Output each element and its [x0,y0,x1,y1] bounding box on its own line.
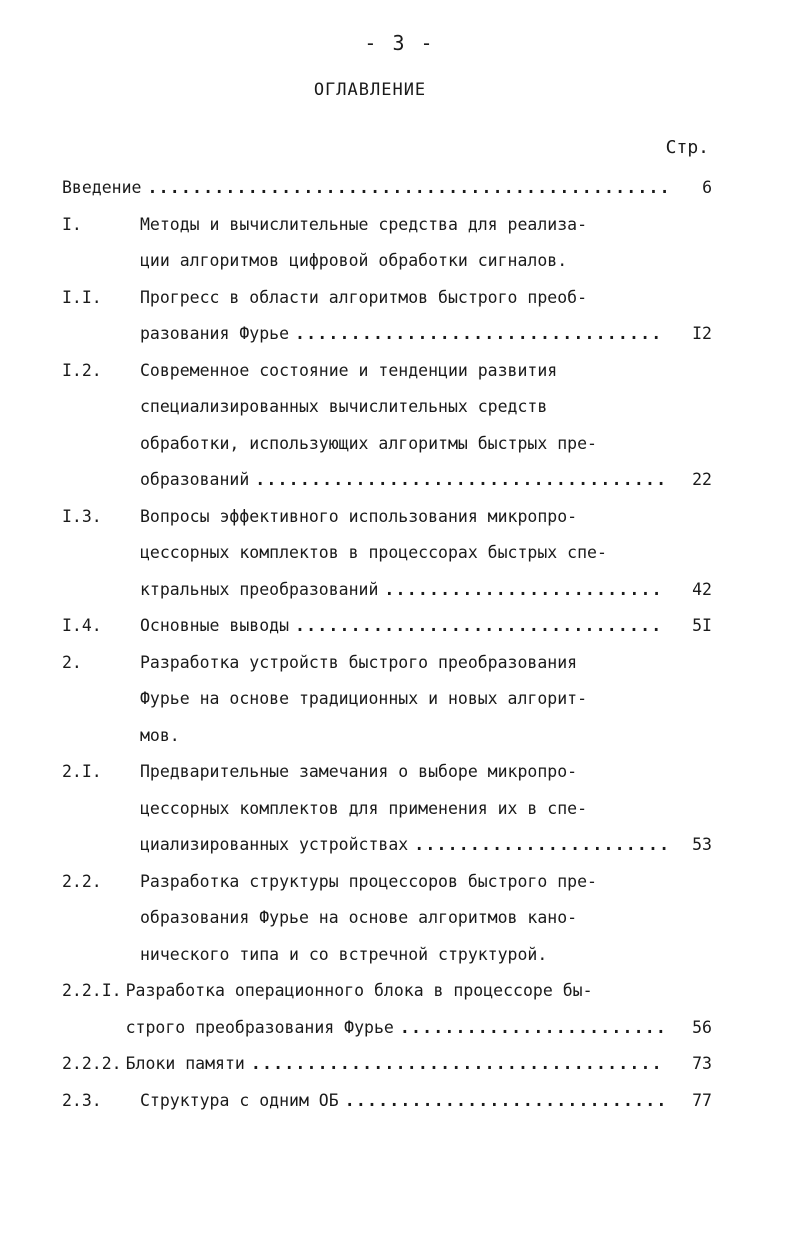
toc-entry-line [140,243,712,280]
toc-entry [62,499,712,609]
toc-entry-number: I.2. [62,360,102,380]
toc-entry-number: 2. [62,652,82,672]
toc-entry-line [126,973,712,1010]
toc-entry-page: I2 [692,324,712,343]
dot-leader [345,1083,666,1120]
toc-entry-text: специализированных вычислительных средств [140,397,548,416]
page-number: - 3 - [364,31,435,55]
toc-entry-body [140,499,712,609]
toc-entry-text: циализированных устройствах [140,835,409,854]
toc-entry-page: 53 [692,835,712,854]
toc-entry-body [140,353,712,499]
toc-entry-line [140,280,712,317]
toc-entry-text: Методы и вычислительные средства для реализа- [140,214,588,234]
toc-entry-line [140,535,712,572]
toc-entry-text: Введение [62,178,142,197]
toc-entry [62,608,712,645]
toc-entry-body [140,754,712,864]
dot-leader [255,462,666,499]
toc-entry-line [140,900,712,937]
dot-leader [400,1010,666,1047]
toc-entry-text: Разработка устройств быстрого преобразования [140,652,578,672]
toc-entry-number: 2.2.I. [62,981,122,1000]
toc-entry [62,280,712,353]
toc-entry-line [140,718,712,755]
dot-leader [295,316,666,353]
toc-entry [62,754,712,864]
toc-entry [62,973,712,1046]
toc-entry-line [140,754,712,791]
toc-entry [62,864,712,974]
toc-title: ОГЛАВЛЕНИЕ [313,80,427,100]
toc-entry-page: 5I [692,616,712,635]
toc-entry-number: 2.3. [62,1090,102,1110]
toc-entry-page: 42 [692,579,712,599]
table-of-contents [62,170,712,1119]
toc-entry-page: 56 [692,1017,712,1037]
toc-entry-page: 22 [692,470,712,489]
toc-entry-line [140,207,712,244]
toc-entry-body [140,1083,712,1120]
toc-entry-text: Блоки памяти [125,1054,245,1073]
toc-entry-text: Предварительные замечания о выборе микропро- [140,762,578,781]
toc-entry-text: обработки, использующих алгоритмы быстрых пре- [140,433,597,453]
toc-entry-text: цессорных комплектов в процессорах быстрых спе- [140,543,607,562]
toc-entry-text: разования Фурье [140,324,290,343]
toc-entry-text: Современное состояние и тенденции развития [140,360,558,380]
toc-entry-line [140,316,712,353]
toc-entry-body [140,608,712,645]
toc-entry-text: Структура с одним ОБ [140,1090,339,1110]
toc-entry-line [140,499,712,536]
toc-entry-line [140,645,712,682]
toc-entry-text: строго преобразования Фурье [125,1017,394,1037]
toc-entry-text: нического типа и со встречной структурой. [140,944,548,964]
toc-entry-body [140,207,712,280]
toc-entry-line [140,827,712,864]
toc-entry-line [126,1046,712,1083]
toc-entry-line [140,462,712,499]
toc-entry-number: I.4. [62,616,102,635]
toc-entry-text: Прогресс в области алгоритмов быстрого преоб- [140,287,588,307]
toc-entry-line [140,937,712,974]
toc-entry-text: цессорных комплектов для применения их в спе- [140,798,588,818]
page-column-label: Стр. [665,137,709,158]
toc-entry-body [140,645,712,755]
toc-entry-line [140,791,712,828]
toc-entry-page: 73 [692,1054,712,1073]
toc-entry-line [140,353,712,390]
dot-leader [414,827,666,864]
toc-entry [62,353,712,499]
toc-entry-line [140,572,712,609]
toc-entry-body [62,170,712,207]
toc-entry-body [140,280,712,353]
toc-entry-line [140,681,712,718]
toc-entry [62,170,712,207]
toc-entry-text: ктральных преобразований [140,579,379,599]
toc-entry-text: Вопросы эффективного использования микропро- [140,506,578,526]
dot-leader [384,572,666,609]
dot-leader [295,608,666,645]
toc-entry-text: мов. [140,725,180,745]
toc-entry-text: Фурье на основе традиционных и новых алгорит- [140,689,588,708]
toc-entry-text: Разработка структуры процессоров быстрого пре- [140,871,597,891]
toc-entry-number: I.3. [62,506,102,526]
dot-leader [147,170,666,207]
toc-entry-number: 2.I. [62,762,102,781]
toc-entry-line [140,864,712,901]
toc-entry-line [140,426,712,463]
toc-entry-body [126,973,712,1046]
dot-leader [251,1046,666,1083]
toc-entry [62,1083,712,1120]
toc-entry [62,207,712,280]
toc-entry-line [140,389,712,426]
toc-entry-text: ции алгоритмов цифровой обработки сигналов. [140,251,568,270]
toc-entry-number: I.I. [62,287,102,307]
toc-entry-line [126,1010,712,1047]
toc-entry-number: 2.2. [62,871,102,891]
toc-entry-line [62,170,712,207]
toc-entry-line [140,608,712,645]
toc-entry-text: образований [140,470,250,489]
toc-entry-line [140,1083,712,1120]
toc-entry-page: 6 [702,178,712,197]
toc-entry-text: Основные выводы [140,616,290,635]
toc-entry-page: 77 [692,1090,712,1110]
toc-entry-number: 2.2.2. [62,1054,122,1073]
toc-entry-text: Разработка операционного блока в процессоре бы- [125,981,593,1000]
toc-entry-text: образования Фурье на основе алгоритмов кано- [140,908,578,927]
toc-entry [62,645,712,755]
toc-entry-body [126,1046,712,1083]
toc-entry-body [140,864,712,974]
toc-entry-number: I. [62,214,82,234]
toc-entry [62,1046,712,1083]
